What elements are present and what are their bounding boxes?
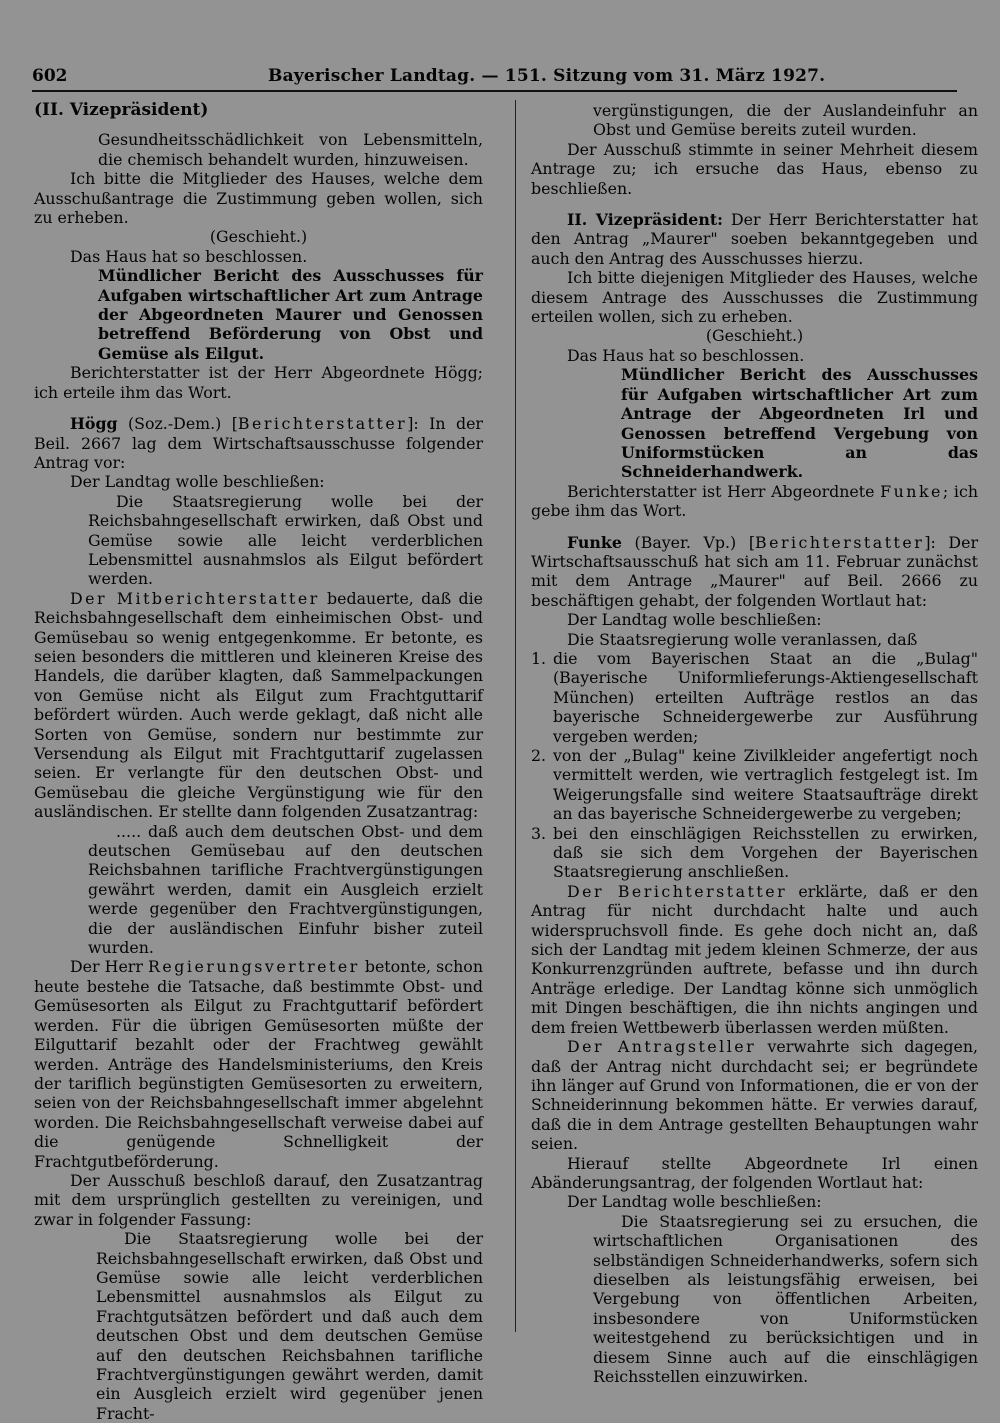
speaker-name: Högg <box>70 414 118 434</box>
paragraph: Ich bitte die Mitglieder des Hauses, welche dem Ausschußantrage die Zustimmung geben wollen, sich zu erheben. <box>34 169 483 228</box>
paragraph <box>531 882 978 1037</box>
list-text: bei den einschlägigen Reichsstellen zu erwirken, daß sie sich dem Vorgehen der Bayerischen Staatsregierung anschließen. <box>553 823 978 882</box>
paragraph-text: ; ich gebe ihm das Wort. <box>531 481 978 521</box>
quoted-motion: Die Staatsregierung wolle bei der Reichsbahngesellschaft erwirken, daß Obst und Gemüse sowie alle leicht verderblichen Lebensmittel ausnahmslos als Eilgut zu Frachtgutsätzen befördert und daß auch dem deutschen Obst und dem deutschen Gemüse auf den deutschen Reichsbahnen tarifliche Frachtvergünstigungen gewährt werden, damit ein Ausgleich erzielt wird gegenüber jenen Fracht- <box>96 1229 483 1423</box>
paragraph: Der Landtag wolle beschließen: <box>567 610 822 630</box>
section-header: (II. Vizepräsident) <box>34 100 209 120</box>
speaker-role: Berichterstatter <box>237 414 408 434</box>
stage-direction: (Geschieht.) <box>209 227 308 247</box>
left-column <box>34 101 483 1423</box>
quoted-motion: ..... daß auch dem deutschen Obst- und dem deutschen Gemüsebau auf den deutschen Reichsbahnen tarifliche Frachtvergünstigungen gewährt werden, damit ein Ausgleich erzielt werde gegenüber den Frachtvergünstigungen, die der ausländischen Einfuhr bisher zuteil wurden. <box>88 821 483 958</box>
speaker-role: Berichterstatter <box>755 532 925 552</box>
paragraph <box>34 589 483 822</box>
spaced-term: Der Antragsteller <box>567 1037 757 1057</box>
stage-direction: (Geschieht.) <box>705 326 804 346</box>
paragraph <box>34 957 483 1170</box>
paragraph-text: Der Herr <box>70 957 149 977</box>
speaker-name: II. Vizepräsident: <box>567 210 723 230</box>
numbered-list <box>531 649 978 882</box>
page-header <box>32 62 957 92</box>
quoted-motion: Die Staatsregierung sei zu ersuchen, die wirtschaftlichen Organisationen des selbständigen Schneiderhandwerks, sofern sich dieselben als leistungsfähig erweisen, bei Vergebung von öffentlichen Arbeiten, insbesondere von Uniformstücken weitestgehend zu berücksichtigen und in diesem Sinne auch auf die einschlägigen Reichsstellen einzuwirken. <box>593 1211 978 1386</box>
speaker-party: (Bayer. Vp.) [ <box>621 532 755 552</box>
paragraph-text: betonte, schon heute bestehe die Tatsache, daß bestimmte Obst- und Gemüsesorten als Eilgut zu Frachtguttarif befördert werden. Für die übrigen Gemüsesorten müßte der Eilguttarif bezahlt oder der Frachtweg gewählt werden. Anträge des Handelsministeriums, den Kreis der tariflich begünstigten Gemüsesorten zu erweitern, seien von der Reichsbahngesellschaft immer abgelehnt worden. Die Reichsbahngesellschaft verweise dabei auf die genügende Schnelligkeit der Frachtgutbeförderung. <box>34 957 483 1171</box>
list-text: die vom Bayerischen Staat an die „Bulag" (Bayerische Uniformlieferungs-Aktiengesellschaft München) erteilten Aufträge restlos an das bayerische Schneidergewerbe zur Ausführung vergeben werden; <box>553 648 978 746</box>
paragraph: Das Haus hat so beschlossen. <box>70 246 308 266</box>
paragraph: Hierauf stellte Abgeordnete Irl einen Abänderungsantrag, der folgenden Wortlaut hat: <box>531 1153 978 1192</box>
agenda-item-title: Mündlicher Bericht des Ausschusses für Aufgaben wirtschaftlicher Art zum Antrage der Abgeordneten Maurer und Genossen betreffend Beförderung von Obst und Gemüse als Eilgut. <box>98 266 483 363</box>
list-item <box>531 746 978 824</box>
paragraph: Berichterstatter ist der Herr Abgeordnete Högg; ich erteile ihm das Wort. <box>34 363 483 402</box>
list-number: 3. <box>531 823 547 843</box>
paragraph-text: bedauerte, daß die Reichsbahngesellschaft dem einheimischen Obst- und Gemüsebau so wenig entgegenkomme. Er betonte, es seien besonders die mittleren und kleineren Kreise des Handels, die darüber klagten, daß Sammelpackungen von Gemüse nicht als Eilgut zum Frachtguttarif befördert würden. Auch werde geklagt, daß nicht alle Sorten von Gemüse, sondern nur bestimmte zur Versendung als Eilgut mit Frachtguttarif zugelassen seien. Er verlangte für den deutschen Obst- und Gemüsebau die gleiche Vergünstigung wie für den ausländischen. Er stellte dann folgenden Zusatzantrag: <box>34 588 483 822</box>
spaced-term: Der Mitberichterstatter <box>70 588 320 608</box>
list-item <box>531 649 978 746</box>
spaced-term: Der Berichterstatter <box>567 881 788 901</box>
speaker-paragraph <box>531 210 978 268</box>
speaker-paragraph <box>531 533 978 611</box>
quoted-motion-continued: vergünstigungen, die der Auslandeinfuhr an Obst und Gemüse bereits zuteil wurden. <box>593 101 978 140</box>
paragraph-text: verwahrte sich dagegen, daß der Antrag nicht durchdacht sei; er begründete ihn länger auf Grund von Informationen, die er von der Schneiderinnung bekommen hätte. Er verwies darauf, daß die in dem Antrage gestellten Behauptungen wahr seien. <box>531 1037 979 1154</box>
paragraph: Der Landtag wolle beschließen: <box>567 1192 822 1212</box>
paragraph: Ich bitte diejenigen Mitglieder des Hauses, welche diesem Antrage des Ausschusses die Zustimmung erteilen wollen, sich zu erheben. <box>531 268 978 327</box>
paragraph-text: erklärte, daß er den Antrag für nicht durchdacht halte und auch widerspruchsvoll finde. Es gehe doch nicht an, daß sich der Landtag mit jedem kleinen Schmerze, der aus Konkurrenzgründen auftrete, befasse und ihn durch Anträge erledige. Der Landtag könne sich unmöglich mit Dingen beschäftigen, die ihn nichts angingen und dem freien Wettbewerb überlassen werden müßten. <box>531 881 978 1037</box>
list-item <box>531 824 978 882</box>
paragraph <box>531 1037 978 1153</box>
paragraph: Der Ausschuß beschloß darauf, den Zusatzantrag mit dem ursprünglich gestellten zu vereinigen, und zwar in folgender Fassung: <box>34 1170 483 1229</box>
speaker-name: Funke <box>567 532 622 552</box>
list-number: 1. <box>531 648 547 668</box>
list-number: 2. <box>531 746 547 765</box>
right-column <box>531 101 978 1386</box>
paragraph: Der Ausschuß stimmte in seiner Mehrheit diesem Antrage zu; ich ersuche das Haus, ebenso zu beschließen. <box>531 139 978 198</box>
page-number: 602 <box>32 66 68 86</box>
paragraph: Der Landtag wolle beschließen: <box>70 472 325 492</box>
header-rule <box>32 90 957 92</box>
speech-text: ]: Der Wirtschaftsausschuß hat sich am 11. Februar zunächst mit dem Antrage „Maurer" auf Beil. 2666 zu beschäftigen gehabt, der folgenden Wortlaut hat: <box>531 532 979 610</box>
speech-text: ]: In der Beil. 2667 lag dem Wirtschaftsausschusse folgender Antrag vor: <box>34 414 483 472</box>
running-title: Bayerischer Landtag. — 151. Sitzung vom 31. März 1927. <box>268 66 826 86</box>
speaker-party: (Soz.-Dem.) [ <box>117 414 238 434</box>
speaker-paragraph <box>34 414 483 472</box>
paragraph <box>531 482 978 521</box>
column-divider <box>515 100 516 1332</box>
spaced-term: Regierungsvertreter <box>148 957 360 977</box>
paragraph: Die Staatsregierung wolle veranlassen, daß <box>567 629 918 649</box>
speech-text: Der Herr Berichterstatter hat den Antrag „Maurer" soeben bekanntgegeben und auch den Antrag des Ausschusses hierzu. <box>531 210 978 268</box>
list-text: von der „Bulag" keine Zivilkleider angefertigt noch vermittelt werden, wie vertraglich festgelegt ist. Im Weigerungsfalle sind weitere Staatsaufträge direkt an das bayerische Schneidergewerbe zu vergeben; <box>553 746 978 824</box>
agenda-item-title: Mündlicher Bericht des Ausschusses für Aufgaben wirtschaftlicher Art zum Antrage der Abgeordneten Irl und Genossen betreffend Vergebung von Uniformstücken an das Schneiderhandwerk. <box>621 365 978 482</box>
paragraph-text: Berichterstatter ist Herr Abgeordnete <box>567 481 881 501</box>
paragraph: Gesundheitsschädlichkeit von Lebensmitteln, die chemisch behandelt wurden, hinzuweisen. <box>98 130 483 169</box>
paragraph: Das Haus hat so beschlossen. <box>567 345 805 365</box>
quoted-motion: Die Staatsregierung wolle bei der Reichsbahngesellschaft erwirken, daß Obst und Gemüse sowie alle leicht verderblichen Lebensmittel ausnahmslos als Eilgut befördert werden. <box>88 491 483 589</box>
spaced-term: Funke <box>880 481 943 501</box>
